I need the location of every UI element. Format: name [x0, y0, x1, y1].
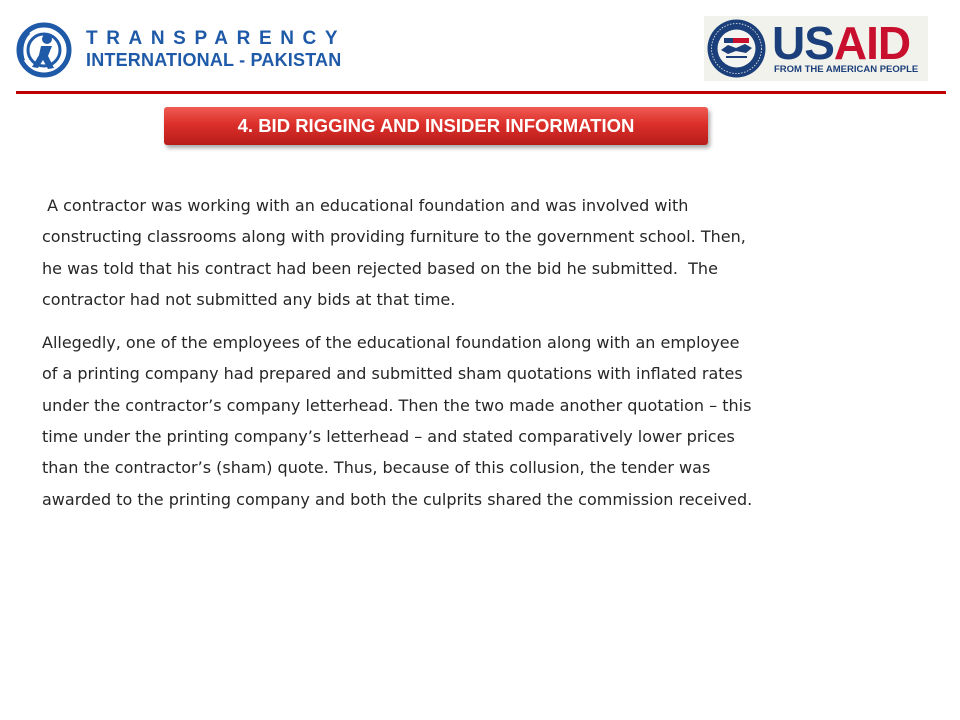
paragraph-line: he was told that his contract had been rejected based on the bid he submitted. The — [42, 258, 718, 278]
paragraph-line: than the contractor’s (sham) quote. Thus, because of this collusion, the tender was — [42, 458, 711, 478]
ti-logo-line2: INTERNATIONAL - PAKISTAN — [86, 50, 342, 70]
usaid-wordmark — [772, 17, 911, 69]
paragraph-1 — [42, 190, 922, 315]
paragraph-line: contractor had not submitted any bids at that time. — [42, 289, 456, 309]
usaid-tagline: FROM THE AMERICAN PEOPLE — [774, 64, 919, 75]
paragraph-line: under the contractor’s company letterhead. Then the two made another quotation – this — [42, 395, 752, 415]
section-title: 4. BID RIGGING AND INSIDER INFORMATION — [237, 115, 635, 136]
paragraph-line: constructing classrooms along with providing furniture to the government school. Then, — [42, 227, 746, 247]
transparency-international-logo-icon — [14, 22, 72, 78]
section-title-banner — [164, 107, 708, 145]
paragraph-line: awarded to the printing company and both the culprits shared the commission received. — [42, 489, 753, 509]
paragraph-line: of a printing company had prepared and submitted sham quotations with inflated rates — [42, 364, 743, 384]
header-divider — [16, 91, 946, 94]
paragraph-2 — [42, 327, 922, 515]
paragraph-line: A contractor was working with an educational foundation and was involved with — [42, 196, 689, 215]
ti-logo-line1: TRANSPARENCY — [86, 28, 347, 49]
usaid-word-us: US — [772, 17, 834, 69]
body-text — [42, 190, 922, 527]
transparency-international-pakistan-logo — [14, 20, 347, 80]
usaid-word-aid: AID — [833, 17, 911, 69]
paragraph-line: time under the printing company’s letterhead – and stated comparatively lower prices — [42, 427, 735, 447]
usaid-logo — [704, 16, 928, 81]
usaid-seal-icon — [706, 18, 767, 79]
paragraph-line: Allegedly, one of the employees of the educational foundation along with an employee — [42, 333, 740, 353]
